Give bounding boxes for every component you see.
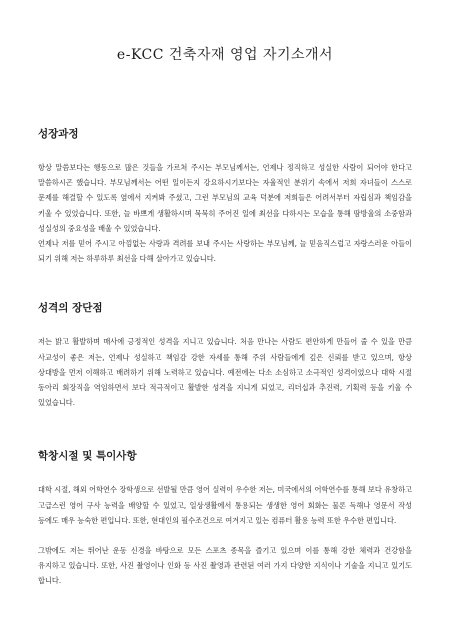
section-growth-paragraph: 항상 말씀보다는 행동으로 많은 것들을 가르쳐 주시는 부모님께서는, 언제나 정직하고 성실한 사람이 되어야 한다고 말씀하시곤 했습니다. 부모님께서는 어떤 일이든지 강요하시기보다는 자율적인 분위기 속에서 저희 자녀들이 스스로 문제를 해결할 수 있도록 옆에서 지켜봐 주셨고, 그런 부모님의 교육 덕분에 저희들은 어려서부터 자립심과 책임감을 키울 수 있었습니다. 또한, 늘 바쁘게 생활하시며 묵묵히 주어진 일에 최선을 다하시는 모습을 통해 땀방울의 소중함과 성실성의 중요성을 배울 수 있었습니다. 언제나 저를 믿어 주시고 아낌없는 사랑과 격려를 보내 주시는 사랑하는 부모님께, 늘 믿음직스럽고 자랑스러운 아들이 되기 위해 저는 하루하루 최선을 다해 살아가고 있습니다.	[38, 163, 412, 264]
section-personality-paragraph: 저는 밝고 활발하며 매사에 긍정적인 성격을 지니고 있습니다. 처음 만나는 사람도 편안하게 만들어 줄 수 있을 만큼 사교성이 좋은 저는, 언제나 성실하고 책임감 강한 자세를 통해 주위 사람들에게 깊은 신뢰를 받고 있으며, 항상 상대방을 먼저 이해하고 배려하기 위해 노력하고 있습니다. 예전에는 다소 소심하고 소극적인 성격이었으나 대학 시절 동아리 회장직을 역임하면서 보다 적극적이고 활발한 성격을 지니게 되었고, 리더십과 추진력, 기획력 등을 키울 수 있었습니다.	[38, 337, 412, 408]
document-title: e-KCC 건축자재 영업 자기소개서	[116, 47, 334, 63]
section-growth	[38, 126, 412, 266]
section-personality	[38, 300, 412, 410]
section-heading-growth: 성장과정	[38, 128, 79, 140]
section-heading-personality: 성격의 장단점	[38, 302, 103, 315]
section-school-paragraph-1: 대학 시절, 해외 어학연수 장학생으로 선발될 만큼 영어 실력이 우수한 저는, 미국에서의 어학연수를 통해 보다 유창하고 고급스런 영어 구사 능력을 배양할 수 있었고, 일상생활에서 통용되는 생생한 영어 회화는 물론 독해나 영문서 작성 등에도 매우 능숙한 편입니다. 또한, 현대인의 필수조건으로 여겨지고 있는 컴퓨터 활용 능력 또한 우수한 편입니다.	[38, 485, 412, 525]
section-school-paragraph-2: 그밖에도 저는 뛰어난 운동 신경을 바탕으로 모든 스포츠 종목을 즐기고 있으며 이를 통해 강한 체력과 건강함을 유지하고 있습니다. 또한, 사진 촬영이나 인화 등 사진 촬영과 관련된 여러 가지 다양한 지식이나 기술을 지니고 있기도 합니다.	[38, 546, 412, 586]
section-school	[38, 448, 412, 588]
section-heading-school: 학창시절 및 특이사항	[38, 450, 137, 463]
